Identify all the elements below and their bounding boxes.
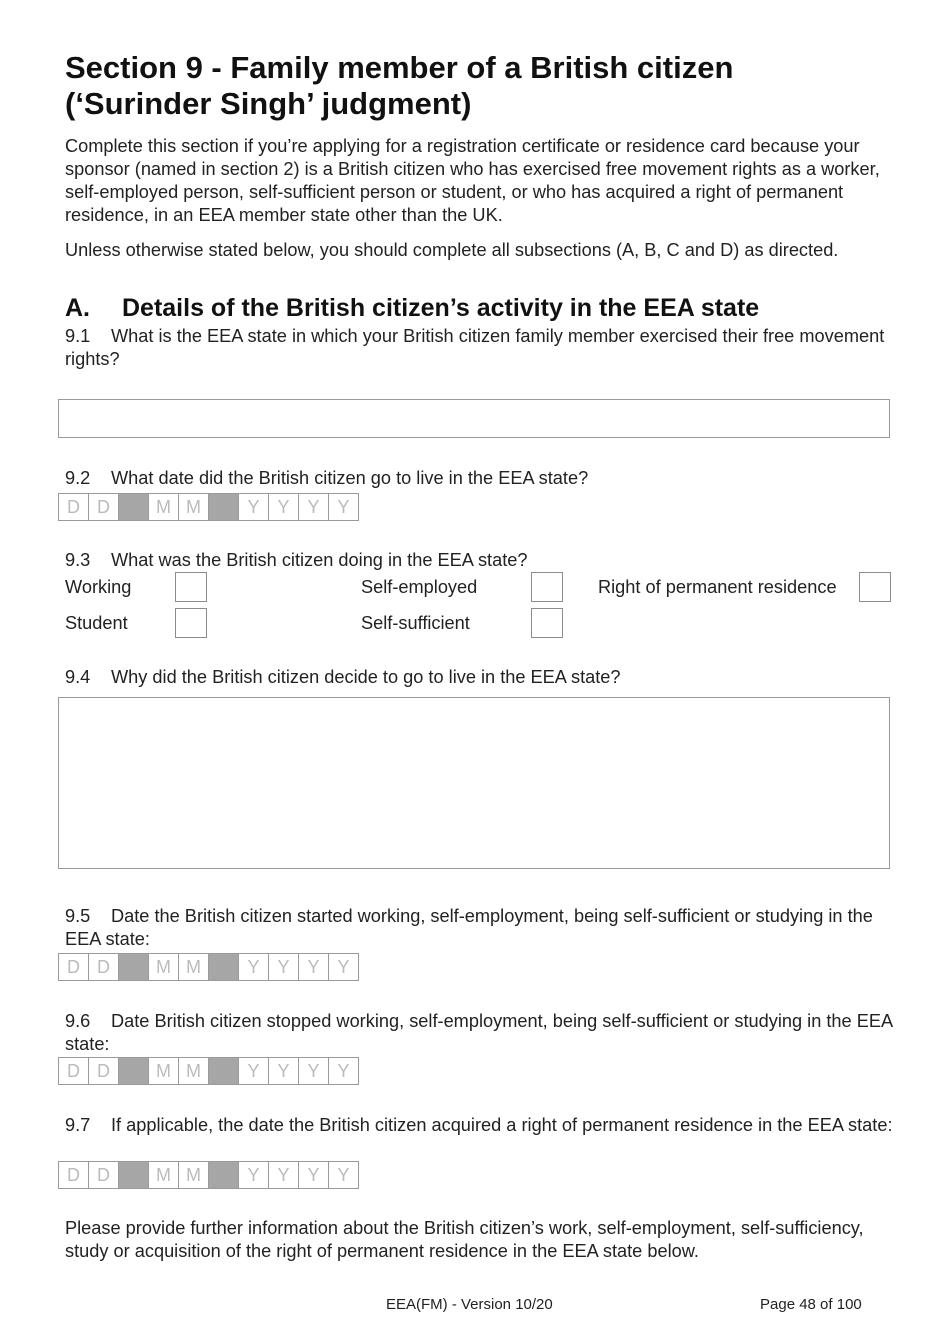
date-separator [119, 1058, 149, 1084]
date-month-digit[interactable]: M [179, 494, 209, 520]
question-9-1 [65, 325, 895, 371]
section-title-line-2: (‘Surinder Singh’ judgment) [65, 86, 472, 121]
option-working-label: Working [65, 577, 132, 597]
footer-form-version: EEA(FM) - Version 10/20 [386, 1296, 553, 1313]
date-year-digit[interactable]: Y [269, 1058, 299, 1084]
date-day-digit[interactable]: D [59, 954, 89, 980]
question-9-3-text: What was the British citizen doing in the EEA state? [111, 550, 528, 570]
question-9-3 [65, 549, 895, 572]
date-year-digit[interactable]: Y [269, 954, 299, 980]
date-separator [209, 1058, 239, 1084]
date-year-digit[interactable]: Y [299, 1058, 329, 1084]
date-month-digit[interactable]: M [149, 1162, 179, 1188]
date-separator [209, 954, 239, 980]
date-separator [119, 494, 149, 520]
date-field-9-7[interactable] [58, 1161, 359, 1189]
section-title [65, 50, 925, 122]
date-year-digit[interactable]: Y [239, 1058, 269, 1084]
question-9-1-number: 9.1 [65, 326, 91, 346]
date-day-digit[interactable]: D [89, 494, 119, 520]
date-month-digit[interactable]: M [179, 1058, 209, 1084]
question-9-7-text: If applicable, the date the British citizen acquired a right of permanent residence in the EEA state: [111, 1115, 893, 1135]
student-checkbox[interactable] [175, 608, 207, 638]
eea-state-input[interactable] [58, 399, 890, 438]
question-9-7 [65, 1114, 895, 1137]
question-9-6-number: 9.6 [65, 1011, 91, 1031]
date-day-digit[interactable]: D [89, 1162, 119, 1188]
question-9-6-text: Date British citizen stopped working, self-employment, being self-sufficient or studying in the EEA state: [65, 1011, 893, 1054]
subsection-a-title: Details of the British citizen’s activity in the EEA state [122, 294, 760, 322]
question-9-2-text: What date did the British citizen go to live in the EEA state? [111, 468, 589, 488]
date-separator [119, 954, 149, 980]
section-intro: Complete this section if you’re applying for a registration certificate or residence card because your sponsor (named in section 2) is a British citizen who has exercised free movement rights as a worker, self-employed person, self-sufficient person or student, or who has acquired a right of permanent residence, in an EEA member state other than the UK. [65, 136, 880, 225]
question-9-4-number: 9.4 [65, 667, 91, 687]
date-field-9-2[interactable] [58, 493, 359, 521]
date-year-digit[interactable]: Y [337, 496, 350, 517]
subsection-a-letter: A. [65, 294, 90, 322]
section-instruction: Unless otherwise stated below, you should complete all subsections (A, B, C and D) as directed. [65, 240, 839, 260]
date-year-digit[interactable]: Y [299, 954, 329, 980]
question-9-2 [65, 467, 895, 490]
date-month-digit[interactable]: M [179, 954, 209, 980]
date-field-9-6[interactable] [58, 1057, 359, 1085]
option-student-label: Student [65, 613, 128, 633]
question-9-1-text: What is the EEA state in which your British citizen family member exercised their free movement rights? [65, 326, 885, 369]
question-9-3-number: 9.3 [65, 550, 91, 570]
date-year-digit[interactable]: Y [299, 494, 329, 520]
date-month-digit[interactable]: M [149, 1058, 179, 1084]
permanent-residence-checkbox[interactable] [859, 572, 891, 602]
question-9-5-number: 9.5 [65, 906, 91, 926]
date-year-digit[interactable]: Y [337, 956, 350, 977]
question-9-5 [65, 905, 895, 951]
working-checkbox[interactable] [175, 572, 207, 602]
date-separator [119, 1162, 149, 1188]
option-permanent-residence-label: Right of permanent residence [598, 577, 837, 597]
date-year-digit[interactable]: Y [299, 1162, 329, 1188]
date-year-digit[interactable]: Y [239, 954, 269, 980]
date-year-digit[interactable]: Y [337, 1164, 350, 1185]
date-year-digit[interactable]: Y [239, 494, 269, 520]
subsection-a-heading [65, 293, 759, 323]
question-9-2-number: 9.2 [65, 468, 91, 488]
question-9-4-text: Why did the British citizen decide to go to live in the EEA state? [111, 667, 621, 687]
date-field-9-5[interactable] [58, 953, 359, 981]
date-day-digit[interactable]: D [59, 1162, 89, 1188]
date-month-digit[interactable]: M [149, 954, 179, 980]
self-sufficient-checkbox[interactable] [531, 608, 563, 638]
date-month-digit[interactable]: M [149, 494, 179, 520]
date-day-digit[interactable]: D [59, 1058, 89, 1084]
footer-page-number: Page 48 of 100 [760, 1296, 862, 1313]
question-9-5-text: Date the British citizen started working, self-employment, being self-sufficient or studying in the EEA state: [65, 906, 873, 949]
date-day-digit[interactable]: D [59, 494, 89, 520]
date-year-digit[interactable]: Y [239, 1162, 269, 1188]
question-9-6 [65, 1010, 895, 1056]
option-self-employed-label: Self-employed [361, 577, 478, 597]
further-info-text: Please provide further information about the British citizen’s work, self-employment, self-sufficiency, study or acquisition of the right of permanent residence in the EEA state below. [65, 1218, 864, 1261]
date-separator [209, 1162, 239, 1188]
date-year-digit[interactable]: Y [269, 1162, 299, 1188]
reason-textarea[interactable] [58, 697, 890, 869]
date-month-digit[interactable]: M [179, 1162, 209, 1188]
self-employed-checkbox[interactable] [531, 572, 563, 602]
date-day-digit[interactable]: D [89, 954, 119, 980]
section-title-line-1: Section 9 - Family member of a British citizen [65, 50, 734, 85]
date-year-digit[interactable]: Y [269, 494, 299, 520]
date-day-digit[interactable]: D [89, 1058, 119, 1084]
date-year-digit[interactable]: Y [337, 1060, 350, 1081]
date-separator [209, 494, 239, 520]
question-9-4 [65, 666, 895, 689]
question-9-7-number: 9.7 [65, 1115, 91, 1135]
option-self-sufficient-label: Self-sufficient [361, 613, 470, 633]
